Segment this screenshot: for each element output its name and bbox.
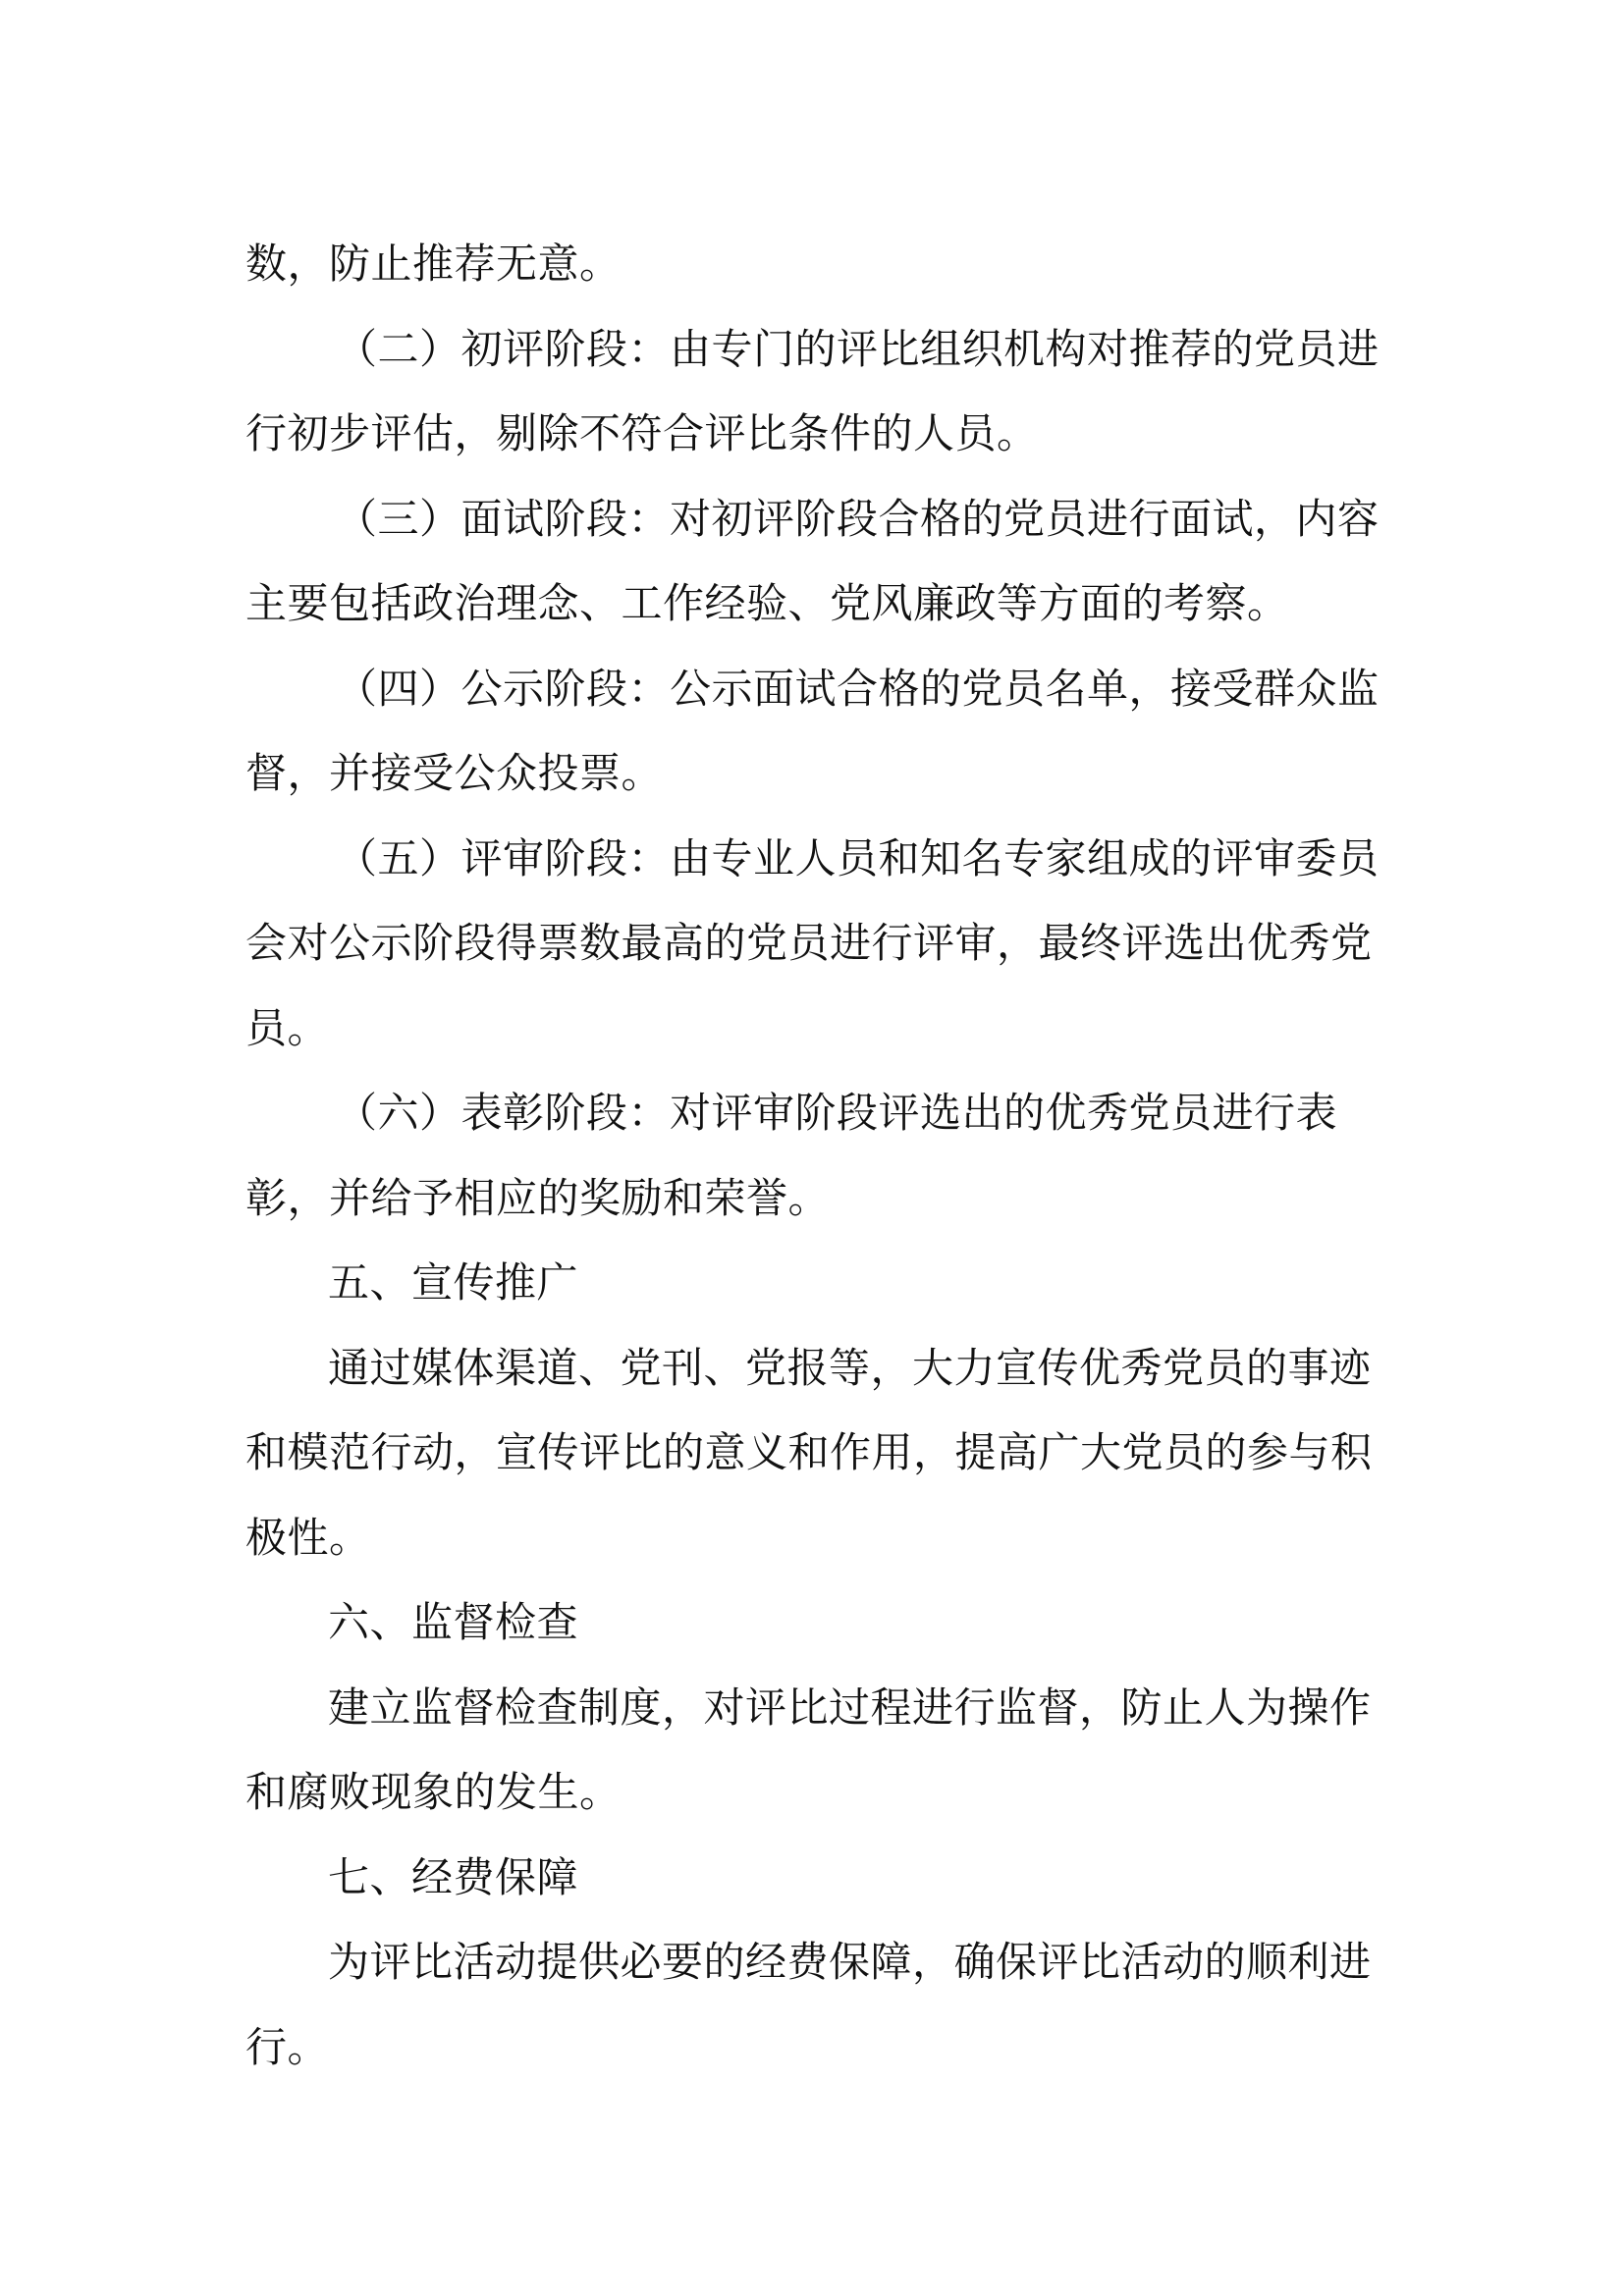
paragraph-continuation: 数，防止推荐无意。 [245,240,622,288]
section-heading-promotion: 五、宣传推广 [328,1258,579,1307]
paragraph-stage-interview: （三）面试阶段：对初评阶段合格的党员进行面试，内容主要包括政治理念、工作经验、党风廉政等方面的考察。 [245,494,1380,627]
paragraph-stage-commendation: （六）表彰阶段：对评审阶段评选出的优秀党员进行表彰，并给予相应的奖励和荣誉。 [245,1089,1338,1222]
paragraph-stage-initial-review: （二）初评阶段：由专门的评比组织机构对推荐的党员进行初步评估，剔除不符合评比条件的人员。 [245,324,1380,457]
paragraph-supervision: 建立监督检查制度，对评比过程进行监督，防止人为操作和腐败现象的发生。 [245,1682,1372,1816]
section-heading-funding: 七、经费保障 [328,1852,579,1901]
paragraph-stage-publicity: （四）公示阶段：公示面试合格的党员名单，接受群众监督，并接受公众投票。 [245,664,1380,797]
paragraph-promotion: 通过媒体渠道、党刊、党报等，大力宣传优秀党员的事迹和模范行动，宣传评比的意义和作用，提高广大党员的参与积极性。 [245,1343,1373,1562]
section-heading-supervision: 六、监督检查 [328,1598,579,1646]
document-body [245,222,1384,2090]
paragraph-stage-evaluation: （五）评审阶段：由专业人员和知名专家组成的评审委员会对公示阶段得票数最高的党员进行评审，最终评选出优秀党员。 [245,833,1380,1052]
paragraph-funding: 为评比活动提供必要的经费保障，确保评比活动的顺利进行。 [245,1938,1372,2071]
